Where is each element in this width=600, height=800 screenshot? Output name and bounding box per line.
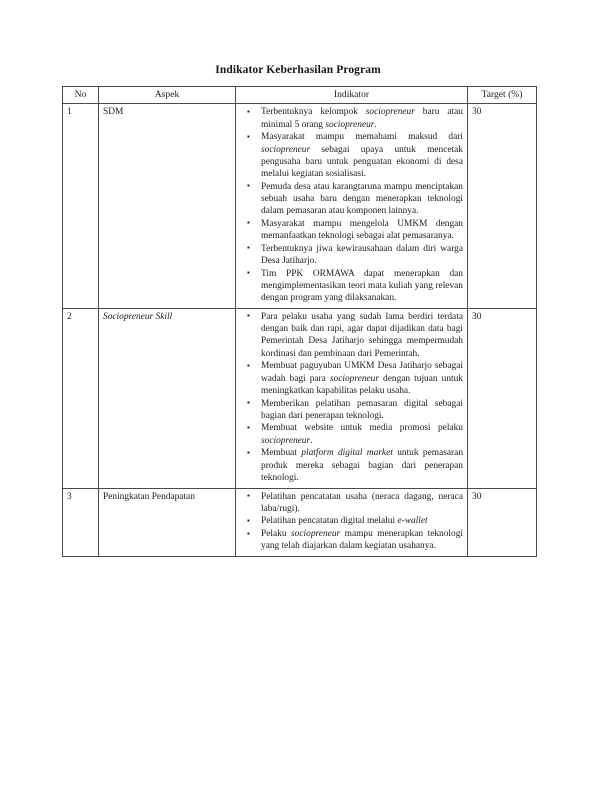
indikator-list: [240, 491, 463, 553]
cell-indikator: [236, 308, 468, 488]
cell-target: 30: [468, 308, 537, 488]
indikator-list-item: ▪ Terbentuknya kelompok sociopreneur baru atau minimal 5 orang sociopreneur.: [240, 106, 463, 130]
indikator-list-item: ▪ Memberikan pelatihan pemasaran digital sebagai bagian dari penerapan teknologi.: [240, 398, 463, 422]
column-header-target: Target (%): [468, 87, 537, 104]
cell-target: 30: [468, 488, 537, 557]
table-body: [63, 104, 537, 557]
cell-target: 30: [468, 104, 537, 309]
indikator-table: [62, 86, 537, 557]
cell-indikator: [236, 488, 468, 557]
column-header-aspek: Aspek: [99, 87, 236, 104]
cell-aspek: SDM: [99, 104, 236, 309]
indikator-list: [240, 106, 463, 304]
cell-aspek: Sociopreneur Skill: [99, 308, 236, 488]
cell-no: 1: [63, 104, 99, 309]
table-row: [63, 308, 537, 488]
indikator-list-item: ▪ Terbentuknya jiwa kewirausahaan dalam diri warga Desa Jatiharjo.: [240, 243, 463, 267]
indikator-list-item: ▪ Pelatihan pencatatan digital melalui e-wallet: [240, 515, 463, 527]
indikator-list-item: ▪ Membuat paguyuban UMKM Desa Jatiharjo sebagai wadah bagi para sociopreneur dengan tujuan untuk meningkatkan kapabilitas pelaku usaha.: [240, 360, 463, 397]
indikator-list-item: ▪ Tim PPK ORMAWA dapat menerapkan dan mengimplementasikan teori mata kuliah yang relevan dengan program yang dilaksanakan.: [240, 268, 463, 305]
indikator-list-item: ▪ Pemuda desa atau karangtaruna mampu menciptakan sebuah usaha baru dengan menerapkan teknologi dalam pemasaran atau komponen lainnya.: [240, 181, 463, 218]
table-header: [63, 87, 537, 104]
page-title: Indikator Keberhasilan Program: [215, 64, 381, 76]
cell-indikator: [236, 104, 468, 309]
indikator-list-item: ▪ Membuat website untuk media promosi pelaku sociopreneur.: [240, 422, 463, 446]
indikator-list-item: ▪ Para pelaku usaha yang sudah lama berdiri terdata dengan baik dan rapi, agar dapat dijadikan data bagi Pemerintah Desa Jatiharjo sehingga mempermudah kordinasi dan pembinaan dari Pemerintah.: [240, 311, 463, 360]
indikator-list-item: ▪ Masyarakat mampu mengelola UMKM dengan memanfaatkan teknologi sebagai alat pemasaranya.: [240, 218, 463, 242]
indikator-list-item: ▪ Pelaku sociopreneur mampu menerapkan teknologi yang telah diajarkan dalam kegiatan usahanya.: [240, 528, 463, 552]
cell-no: 2: [63, 308, 99, 488]
indikator-list: [240, 311, 463, 484]
table-row: [63, 488, 537, 557]
indikator-list-item: ▪ Masyarakat mampu memahami maksud dari sociopreneur sebagai upaya untuk mencetak pengusaha baru untuk penguatan ekonomi di desa melalui kegiatan sosialisasi.: [240, 131, 463, 180]
indikator-list-item: ▪ Membuat platform digital market untuk pemasaran produk mereka sebagai bagian dari penerapan teknologi.: [240, 447, 463, 484]
column-header-no: No: [63, 87, 99, 104]
indikator-list-item: ▪ Pelatihan pencatatan usaha (neraca dagang, neraca laba/rugi).: [240, 491, 463, 515]
cell-aspek: Peningkatan Pendapatan: [99, 488, 236, 557]
table-header-row: [63, 87, 537, 104]
column-header-indikator: Indikator: [236, 87, 468, 104]
cell-no: 3: [63, 488, 99, 557]
table-row: [63, 104, 537, 309]
